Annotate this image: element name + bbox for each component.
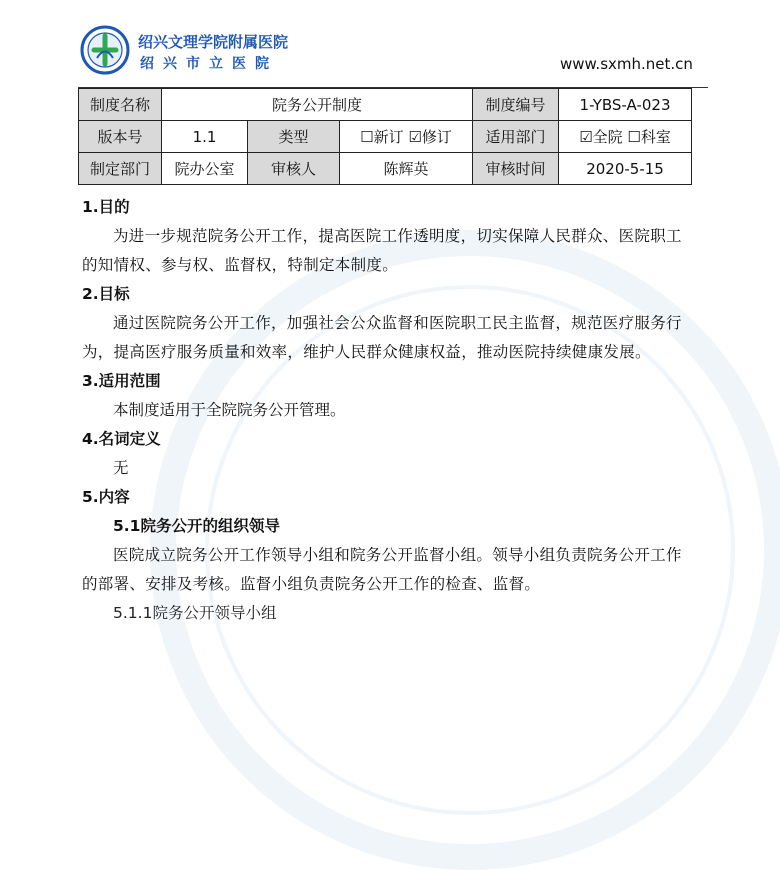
table-label: 制度编号 [473, 89, 559, 121]
table-cell: 院办公室 [162, 153, 248, 185]
subsection-heading: 5.1院务公开的组织领导 [113, 517, 280, 535]
section-heading: 1.目的 [82, 198, 130, 216]
table-label: 审核时间 [473, 153, 559, 185]
hospital-logo-icon [80, 25, 130, 75]
hospital-name: 绍兴文理学院附属医院 [138, 33, 289, 51]
table-cell: 院务公开制度 [162, 89, 473, 121]
table-cell: 1-YBS-A-023 [559, 89, 692, 121]
table-row [79, 89, 692, 121]
table-cell: ☑全院 ☐科室 [559, 121, 692, 153]
site-url: www.sxmh.net.cn [560, 55, 693, 73]
table-label: 审核人 [248, 153, 340, 185]
subsection-heading: 5.1.1院务公开领导小组 [113, 604, 277, 622]
section-heading: 2.目标 [82, 285, 130, 303]
section-paragraph: 本制度适用于全院院务公开管理。 [113, 401, 346, 419]
table-cell: 陈辉英 [340, 153, 473, 185]
table-cell: 2020-5-15 [559, 153, 692, 185]
section-heading: 4.名词定义 [82, 430, 161, 448]
table-row [79, 153, 692, 185]
section-heading: 5.内容 [82, 488, 130, 506]
document-meta-table [78, 88, 692, 185]
table-cell: ☐新订 ☑修订 [340, 121, 473, 153]
page-header [0, 0, 780, 90]
table-label: 制定部门 [79, 153, 162, 185]
section-paragraph: 医院成立院务公开工作领导小组和院务公开监督小组。领导小组负责院务公开工作的部署、安排及考核。监督小组负责院务公开工作的检查、监督。 [82, 546, 682, 593]
table-label: 类型 [248, 121, 340, 153]
table-label: 版本号 [79, 121, 162, 153]
section-paragraph: 为进一步规范院务公开工作，提高医院工作透明度，切实保障人民群众、医院职工的知情权、参与权、监督权，特制定本制度。 [82, 227, 682, 274]
document-body [82, 193, 692, 628]
table-cell: 1.1 [162, 121, 248, 153]
section-heading: 3.适用范围 [82, 372, 161, 390]
section-paragraph: 通过医院院务公开工作，加强社会公众监督和医院职工民主监督，规范医疗服务行为，提高医疗服务质量和效率，维护人民群众健康权益，推动医院持续健康发展。 [82, 314, 682, 361]
section-paragraph: 无 [113, 459, 129, 477]
table-label: 制度名称 [79, 89, 162, 121]
table-label: 适用部门 [473, 121, 559, 153]
table-row [79, 121, 692, 153]
hospital-subname: 绍兴市立医院 [140, 56, 278, 72]
